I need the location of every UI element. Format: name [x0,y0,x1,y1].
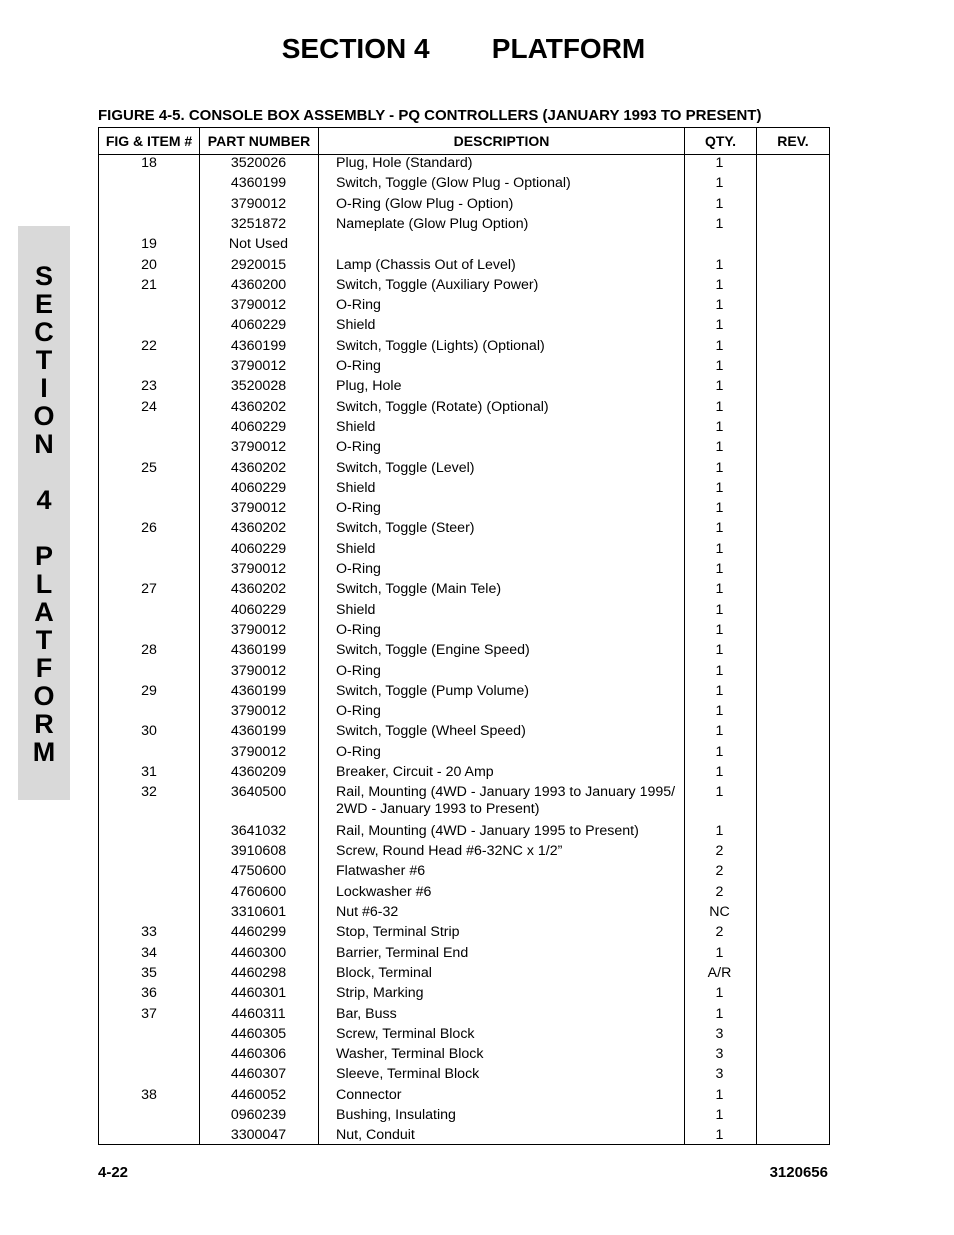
side-tab-letter: F [35,653,53,683]
part-number-cell: 0960239 [230,1107,287,1123]
fig-item-cell: 18 [141,155,157,171]
description-cell: Shield [336,540,376,557]
fig-item-cell: 21 [141,276,157,293]
fig-item-cell: 37 [141,1005,157,1022]
qty-cell: 1 [715,520,724,537]
part-number-cell: 4360202 [230,459,287,476]
qty-cell: 2 [715,883,724,900]
description-cell: Sleeve, Terminal Block [336,1066,480,1083]
description-cell: Plug, Hole (Standard) [336,155,473,171]
header-fig-item: FIG & ITEM # [105,133,193,149]
description-cell: Strip, Marking [336,985,424,1002]
qty-cell: 1 [715,784,724,801]
description-cell: Switch, Toggle (Wheel Speed) [336,723,526,740]
qty-cell: NC [709,904,730,920]
side-tab-letter: O [33,401,55,431]
side-tab-letter: P [34,541,53,571]
part-number-cell: 3300047 [230,1127,287,1144]
part-number-cell: 3640500 [230,784,287,801]
fig-item-cell: 30 [141,723,157,740]
document-number: 3120656 [769,1164,828,1181]
description-cell: Rail, Mounting (4WD - January 1995 to Present) [336,822,639,839]
part-number-cell: 3310601 [230,904,287,920]
part-number-cell: 3790012 [230,743,287,760]
qty-cell: 1 [715,822,724,839]
qty-cell: 1 [715,764,724,780]
fig-item-cell: 27 [141,581,157,598]
qty-cell: 1 [715,175,724,192]
part-number-cell: 4460299 [230,924,287,941]
column-divider [318,128,319,1144]
part-number-cell: Not Used [228,236,289,253]
fig-item-cell: 33 [141,924,157,941]
fig-item-cell: 31 [141,764,157,780]
qty-cell: 1 [715,621,724,638]
description-cell: O-Ring [336,500,381,517]
part-number-cell: 4460306 [230,1046,287,1063]
header-rev: REV. [777,133,809,149]
qty-cell: 1 [715,215,724,232]
part-number-cell: 4460305 [230,1025,287,1042]
qty-cell: 2 [715,924,724,941]
fig-item-cell: 22 [141,337,157,354]
part-number-cell: 4060229 [230,317,287,334]
part-number-cell: 3910608 [230,843,287,860]
qty-cell: 1 [715,601,724,618]
qty-cell: 1 [715,297,724,314]
part-number-cell: 4360199 [230,642,287,659]
page-number: 4-22 [98,1164,129,1181]
description-cell: Switch, Toggle (Steer) [336,520,475,537]
description-cell: Screw, Round Head #6-32NC x 1/2” [336,843,563,860]
fig-item-cell: 20 [141,256,157,273]
qty-cell: 1 [715,682,724,699]
fig-item-cell: 35 [141,964,157,981]
fig-item-cell: 28 [141,642,157,659]
part-number-cell: 4360200 [230,276,287,293]
qty-cell: 1 [715,439,724,456]
part-number-cell: 4060229 [230,540,287,557]
description-cell: Nameplate (Glow Plug Option) [336,215,529,232]
figure-title: FIGURE 4-5. CONSOLE BOX ASSEMBLY - PQ CONTROLLERS (JANUARY 1993 TO PRESENT) [98,107,762,124]
side-tab-letter: T [35,345,53,375]
qty-cell: 1 [715,1005,724,1022]
description-cell: Shield [336,317,376,334]
qty-cell: 1 [715,317,724,334]
qty-cell: 1 [715,418,724,435]
side-tab-letter: E [34,289,53,319]
side-tab-letter: I [40,373,48,403]
part-number-cell: 3251872 [230,215,287,232]
qty-cell: 2 [715,863,724,880]
side-tab-letter: S [34,261,53,291]
description-cell: Connector [336,1086,402,1103]
description-cell: O-Ring [336,703,381,720]
qty-cell: 1 [715,723,724,740]
description-cell: Block, Terminal [336,964,432,981]
fig-item-cell: 38 [141,1086,157,1103]
description-cell: Switch, Toggle (Lights) (Optional) [336,337,545,354]
description-cell: Shield [336,418,376,435]
header-description: DESCRIPTION [453,133,550,149]
part-number-cell: 4460301 [230,985,287,1002]
qty-cell: 1 [715,662,724,679]
part-number-cell: 3790012 [230,297,287,314]
side-tab-letter: M [32,737,56,767]
qty-cell: A/R [707,964,732,981]
section-side-tab [18,226,70,800]
part-number-cell: 4360199 [230,337,287,354]
part-number-cell: 4060229 [230,479,287,496]
qty-cell: 1 [715,337,724,354]
part-number-cell: 4360199 [230,682,287,699]
description-cell: O-Ring (Glow Plug - Option) [336,195,514,212]
part-number-cell: 3641032 [230,822,287,839]
part-number-cell: 4460300 [230,944,287,961]
description-cell: Switch, Toggle (Rotate) (Optional) [336,398,549,415]
column-divider [756,128,757,1144]
part-number-cell: 3520028 [230,378,287,395]
description-cell: O-Ring [336,743,381,760]
part-number-cell: 3520026 [230,155,287,171]
part-number-cell: 4360202 [230,398,287,415]
description-cell: Switch, Toggle (Main Tele) [336,581,502,598]
qty-cell: 1 [715,256,724,273]
qty-cell: 1 [715,540,724,557]
description-cell: Switch, Toggle (Glow Plug - Optional) [336,175,571,192]
description-cell: Lamp (Chassis Out of Level) [336,256,516,273]
part-number-cell: 4360209 [230,764,287,780]
qty-cell: 1 [715,500,724,517]
qty-cell: 1 [715,1086,724,1103]
qty-cell: 1 [715,358,724,374]
qty-cell: 1 [715,743,724,760]
side-tab-letter: 4 [36,485,52,515]
fig-item-cell: 23 [141,378,157,395]
qty-cell: 1 [715,985,724,1002]
fig-item-cell: 26 [141,520,157,537]
description-cell: Barrier, Terminal End [336,944,469,961]
description-cell: Screw, Terminal Block [336,1025,475,1042]
description-cell: Switch, Toggle (Pump Volume) [336,682,529,699]
side-tab-letter: C [34,317,54,347]
qty-cell: 1 [715,276,724,293]
fig-item-cell: 25 [141,459,157,476]
part-number-cell: 3790012 [230,662,287,679]
qty-cell: 3 [715,1025,724,1042]
part-number-cell: 3790012 [230,195,287,212]
description-cell: Switch, Toggle (Auxiliary Power) [336,276,539,293]
side-tab-letter: L [35,569,53,599]
part-number-cell: 3790012 [230,703,287,720]
qty-cell: 1 [715,195,724,212]
qty-cell: 2 [715,843,724,860]
qty-cell: 1 [715,944,724,961]
header-qty: QTY. [704,133,737,149]
description-cell: Washer, Terminal Block [336,1046,484,1063]
description-cell: O-Ring [336,561,381,577]
part-number-cell: 4750600 [230,863,287,880]
part-number-cell: 3790012 [230,439,287,456]
part-number-cell: 4460052 [230,1086,287,1103]
part-number-cell: 4060229 [230,601,287,618]
qty-cell: 1 [715,1107,724,1123]
description-cell: O-Ring [336,662,381,679]
description-cell: Plug, Hole [336,378,402,395]
description-cell: Lockwasher #6 [336,883,432,900]
description-cell: O-Ring [336,358,381,374]
part-number-cell: 4460311 [231,1005,286,1022]
part-number-cell: 4460307 [230,1066,287,1083]
qty-cell: 1 [715,642,724,659]
part-number-cell: 3790012 [230,358,287,374]
qty-cell: 1 [715,581,724,598]
qty-cell: 1 [715,459,724,476]
description-cell: Shield [336,601,376,618]
header-part-number: PART NUMBER [207,133,311,149]
part-number-cell: 4760600 [230,883,287,900]
side-tab-letter: A [34,597,54,627]
qty-cell: 1 [715,155,724,171]
part-number-cell: 4360199 [230,723,287,740]
part-number-cell: 4060229 [230,418,287,435]
part-number-cell: 3790012 [230,500,287,517]
fig-item-cell: 32 [141,784,157,801]
fig-item-cell: 34 [141,944,157,961]
part-number-cell: 3790012 [230,621,287,638]
description-cell: Stop, Terminal Strip [336,924,460,941]
fig-item-cell: 36 [141,985,157,1002]
part-number-cell: 3790012 [230,561,287,577]
part-number-cell: 4360199 [230,175,287,192]
part-number-cell: 4360202 [230,520,287,537]
fig-item-cell: 19 [141,236,157,253]
description-cell: Switch, Toggle (Level) [336,459,475,476]
side-tab-letter: T [35,625,53,655]
side-tab-letter: N [34,429,54,459]
description-cell: Rail, Mounting (4WD - January 1993 to January 1995/ 2WD - January 1993 to Present) [336,784,676,818]
description-cell: Bushing, Insulating [336,1107,456,1123]
description-cell: Breaker, Circuit - 20 Amp [336,764,494,780]
description-cell: Shield [336,479,376,496]
qty-cell: 1 [715,378,724,395]
qty-cell: 3 [715,1046,724,1063]
description-cell: Bar, Buss [336,1005,397,1022]
qty-cell: 1 [715,1127,724,1144]
description-cell: O-Ring [336,297,381,314]
description-cell: Switch, Toggle (Engine Speed) [336,642,530,659]
parts-table [98,127,830,1145]
description-cell: O-Ring [336,621,381,638]
page-title: SECTION 4 PLATFORM [281,33,646,64]
part-number-cell: 2920015 [230,256,287,273]
qty-cell: 1 [715,561,724,577]
qty-cell: 1 [715,703,724,720]
fig-item-cell: 24 [141,398,157,415]
qty-cell: 1 [715,479,724,496]
description-cell: Flatwasher #6 [336,863,426,880]
qty-cell: 1 [715,398,724,415]
side-tab-letter: O [33,681,55,711]
description-cell: Nut, Conduit [336,1127,415,1144]
part-number-cell: 4360202 [230,581,287,598]
description-cell: O-Ring [336,439,381,456]
qty-cell: 3 [715,1066,724,1083]
fig-item-cell: 29 [141,682,157,699]
part-number-cell: 4460298 [230,964,287,981]
description-cell: Nut #6-32 [336,904,399,920]
side-tab-letter: R [34,709,54,739]
